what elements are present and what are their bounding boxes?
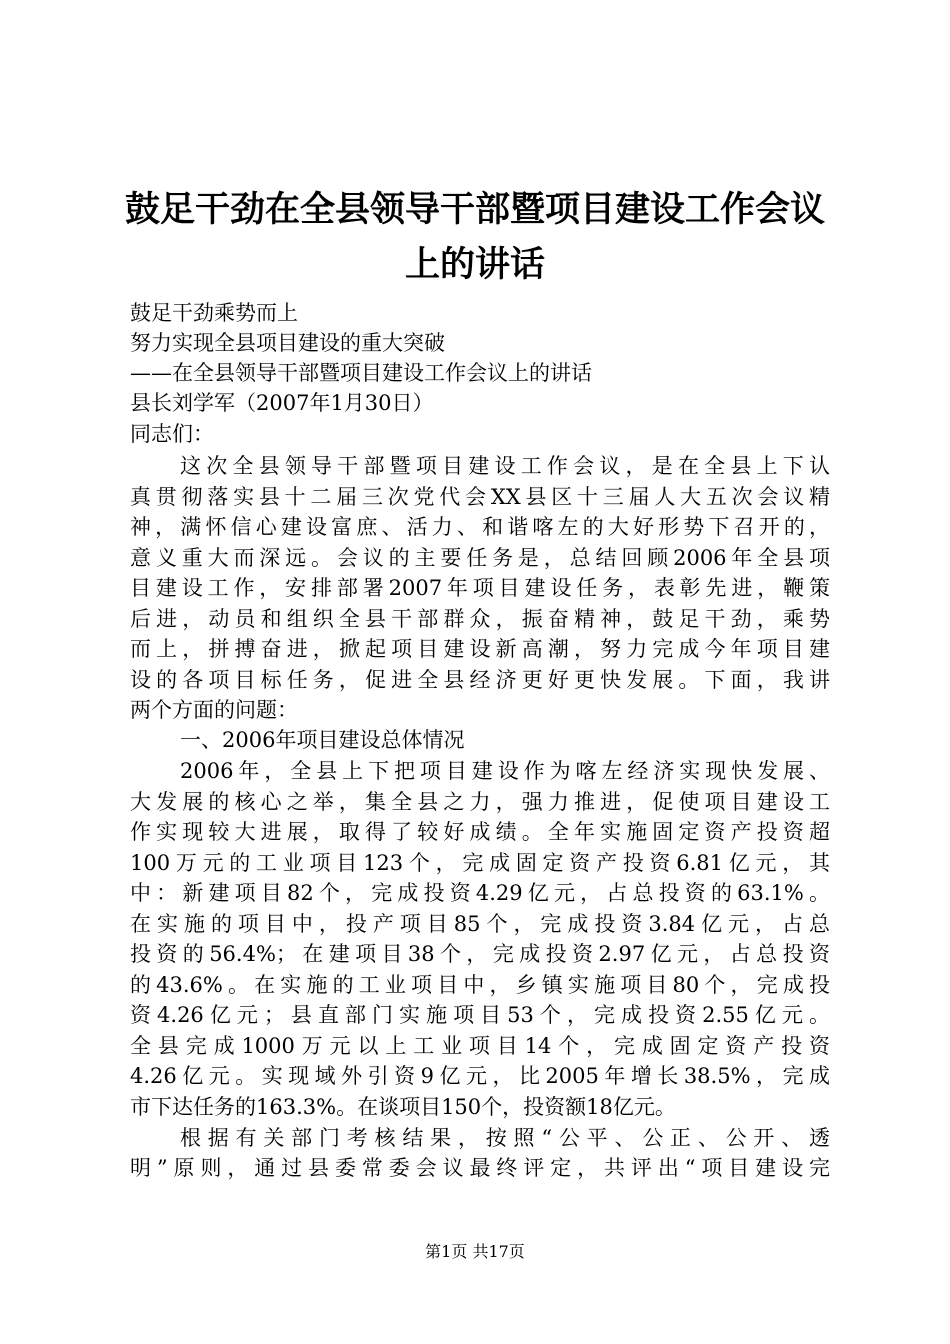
body-text-line: 资4.26亿元；县直部门实施项目53个，完成投资2.55亿元。 (130, 1003, 830, 1027)
author-date-line: 县长刘学军（2007年1月30日） (130, 391, 434, 415)
body-text-line: 2006年，全县上下把项目建设作为喀左经济实现快发展、 (180, 759, 830, 783)
body-text-line: 中：新建项目82个，完成投资4.29亿元，占总投资的63.1%。 (130, 881, 830, 905)
body-text-line: 的43.6%。在实施的工业项目中，乡镇实施项目80个，完成投 (130, 973, 830, 997)
body-text-line: 根据有关部门考核结果，按照“公平、公正、公开、透 (180, 1126, 830, 1150)
subtitle-line: ——在全县领导干部暨项目建设工作会议上的讲话 (130, 361, 592, 385)
subtitle-line: 鼓足干劲乘势而上 (130, 301, 298, 325)
body-text-line: 4.26亿元。实现域外引资9亿元，比2005年增长38.5%，完成 (130, 1064, 830, 1088)
section-heading: 一、2006年项目建设总体情况 (180, 728, 465, 752)
body-text-line: 全县完成1000万元以上工业项目14个，完成固定资产投资 (130, 1034, 830, 1058)
body-text-line: 后进，动员和组织全县干部群众，振奋精神，鼓足干劲，乘势 (130, 607, 830, 631)
body-text-line: 神，满怀信心建设富庶、活力、和谐喀左的大好形势下召开的， (130, 515, 830, 539)
body-text-line: 意义重大而深远。会议的主要任务是，总结回顾2006年全县项 (130, 546, 830, 570)
body-text-line: 设的各项目标任务，促进全县经济更好更快发展。下面，我讲 (130, 668, 830, 692)
document-title-line-1: 鼓足干劲在全县领导干部暨项目建设工作会议 (124, 190, 825, 230)
body-text-line: 明”原则，通过县委常委会议最终评定，共评出“项目建设完 (130, 1156, 830, 1180)
body-text-line: 两个方面的问题： (130, 698, 298, 722)
document-title-line-2: 上的讲话 (404, 245, 545, 285)
body-text-line: 真贯彻落实县十二届三次党代会XX县区十三届人大五次会议精 (130, 485, 830, 509)
body-text-line: 大发展的核心之举，集全县之力，强力推进，促使项目建设工 (130, 790, 830, 814)
subtitle-line: 努力实现全县项目建设的重大突破 (130, 331, 445, 355)
body-text-line: 作实现较大进展，取得了较好成绩。全年实施固定资产投资超 (130, 820, 830, 844)
body-text-line: 市下达任务的163.3%。在谈项目150个，投资额18亿元。 (130, 1095, 676, 1119)
body-text-line: 这次全县领导干部暨项目建设工作会议，是在全县上下认 (180, 454, 830, 478)
body-text-line: 目建设工作，安排部署2007年项目建设任务，表彰先进，鞭策 (130, 576, 830, 600)
body-text-line: 投资的56.4%；在建项目38个，完成投资2.97亿元，占总投资 (130, 942, 830, 966)
page-number-footer: 第1页 共17页 (425, 1242, 525, 1261)
body-text-line: 在实施的项目中，投产项目85个，完成投资3.84亿元，占总 (130, 912, 830, 936)
body-text-line: 而上，拼搏奋进，掀起项目建设新高潮，努力完成今年项目建 (130, 637, 830, 661)
salutation-line: 同志们： (130, 422, 214, 446)
body-text-line: 100万元的工业项目123个，完成固定资产投资6.81亿元，其 (130, 851, 830, 875)
